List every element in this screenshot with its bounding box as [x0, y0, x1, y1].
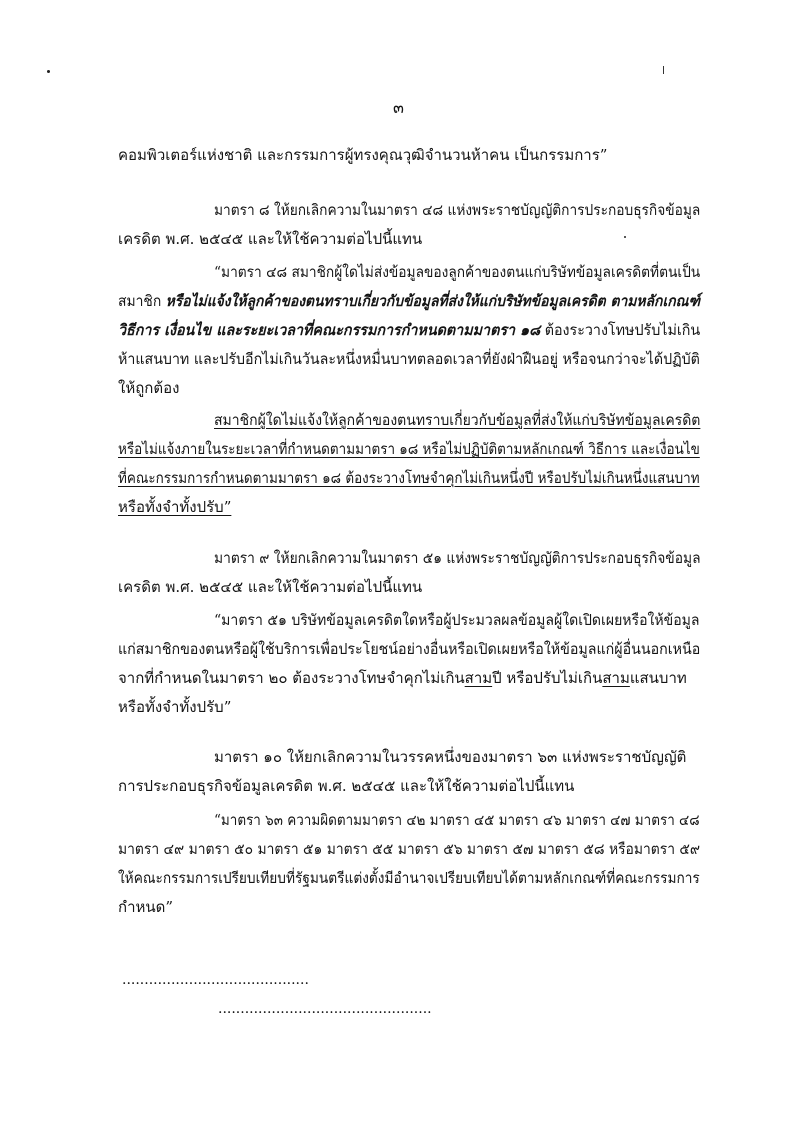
- text-run: ต้องระวางโทษปรับไม่เกิน: [540, 321, 701, 339]
- text-run: สมาชิก: [118, 292, 166, 310]
- scan-speck: [624, 236, 626, 238]
- amended-text-run: หรือไม่แจ้งให้ลูกค้าของตนทราบเกี่ยวกับข้อมูลที่ส่งให้แก่บริษัทข้อมูลเครดิต ตามหลักเกณฑ์: [165, 292, 700, 310]
- paragraph-line: ห้าแสนบาท และปรับอีกไม่เกินวันละหนึ่งหมื่นบาทตลอดเวลาที่ยังฝ่าฝืนอยู่ หรือจนกว่าจะได้ปฏิบัติ: [118, 350, 700, 368]
- paragraph-line: มาตรา ๔๙ มาตรา ๕๐ มาตรา ๕๑ มาตรา ๕๕ มาตรา ๕๖ มาตรา ๕๗ มาตรา ๕๘ หรือมาตรา ๕๙: [118, 840, 701, 858]
- underlined-line: สมาชิกผู้ใดไม่แจ้งให้ลูกค้าของตนทราบเกี่ยวกับข้อมูลที่ส่งให้แก่บริษัทข้อมูลเครดิต: [214, 411, 701, 429]
- paragraph-line: การประกอบธุรกิจข้อมูลเครดิต พ.ศ. ๒๕๔๕ และให้ใช้ความต่อไปนี้แทน: [118, 777, 575, 795]
- paragraph-line: “มาตรา ๖๓ ความผิดตามมาตรา ๔๒ มาตรา ๔๕ มาตรา ๔๖ มาตรา ๔๗ มาตรา ๔๘: [214, 811, 700, 829]
- paragraph-line: แก่สมาชิกของตนหรือผู้ใช้บริการเพื่อประโยชน์อย่างอื่นหรือเปิดเผยหรือให้ข้อมูลแก่ผู้อื่นนอกเหนือ: [118, 640, 701, 658]
- paragraph-line: “มาตรา ๔๘ สมาชิกผู้ใดไม่ส่งข้อมูลของลูกค้าของตนแก่บริษัทข้อมูลเครดิตที่ตนเป็น: [214, 263, 701, 281]
- paragraph-line: “มาตรา ๕๑ บริษัทข้อมูลเครดิตใดหรือผู้ประมวลผลข้อมูลผู้ใดเปิดเผยหรือให้ข้อมูล: [214, 611, 700, 629]
- paragraph-line: ให้คณะกรรมการเปรียบเทียบที่รัฐมนตรีแต่งตั้งมีอำนาจเปรียบเทียบได้ตามหลักเกณฑ์ที่คณะกรรมการ: [118, 869, 700, 887]
- scan-speck: [47, 70, 50, 73]
- underlined-word: สาม: [464, 669, 493, 687]
- section-heading-line: มาตรา ๘ ให้ยกเลิกความในมาตรา ๔๘ แห่งพระราชบัญญัติการประกอบธุรกิจข้อมูล: [214, 201, 701, 219]
- paragraph-line: [118, 668, 687, 688]
- underlined-line: ที่คณะกรรมการกำหนดตามมาตรา ๑๘ ต้องระวางโทษจำคุกไม่เกินหนึ่งปี หรือปรับไม่เกินหนึ่งแสนบาท: [118, 469, 700, 487]
- scan-tick: [663, 66, 664, 74]
- text-run: ปี หรือปรับไม่เกิน: [492, 669, 603, 687]
- paragraph-line: กำหนด”: [118, 898, 174, 916]
- underlined-word: สาม: [602, 669, 630, 687]
- page-number: ๓: [393, 98, 404, 117]
- paragraph-line: เครดิต พ.ศ. ๒๕๔๕ และให้ใช้ความต่อไปนี้แทน: [118, 230, 423, 248]
- amended-text-run: วิธีการ เงื่อนไข และระยะเวลาที่คณะกรรมการกำหนดตามมาตรา ๑๘: [118, 321, 541, 339]
- paragraph-line: หรือทั้งจำทั้งปรับ”: [118, 698, 232, 716]
- paragraph-line: [118, 320, 700, 340]
- section-heading-line: มาตรา ๑๐ ให้ยกเลิกความในวรรคหนึ่งของมาตรา ๖๓ แห่งพระราชบัญญัติ: [214, 748, 687, 766]
- dotted-separator: ..........................................: [122, 972, 309, 988]
- text-run: แสนบาท: [629, 669, 687, 687]
- paragraph-line: ให้ถูกต้อง: [118, 379, 180, 397]
- section-heading-line: มาตรา ๙ ให้ยกเลิกความในมาตรา ๕๑ แห่งพระราชบัญญัติการประกอบธุรกิจข้อมูล: [214, 549, 701, 567]
- underlined-line: หรือไม่แจ้งภายในระยะเวลาที่กำหนดตามมาตรา ๑๘ หรือไม่ปฏิบัติตามหลักเกณฑ์ วิธีการ และเงื่อนไข: [118, 440, 700, 458]
- text-run: จากที่กำหนดในมาตรา ๒๐ ต้องระวางโทษจำคุกไม่เกิน: [118, 669, 465, 687]
- dotted-separator: ................................................: [218, 1001, 432, 1017]
- paragraph-line: [118, 291, 700, 311]
- underlined-line: หรือทั้งจำทั้งปรับ”: [118, 498, 232, 516]
- paragraph-line: เครดิต พ.ศ. ๒๕๔๕ และให้ใช้ความต่อไปนี้แทน: [118, 578, 423, 596]
- paragraph-line: คอมพิวเตอร์แห่งชาติ และกรรมการผู้ทรงคุณวุฒิจำนวนห้าคน เป็นกรรมการ”: [118, 146, 608, 164]
